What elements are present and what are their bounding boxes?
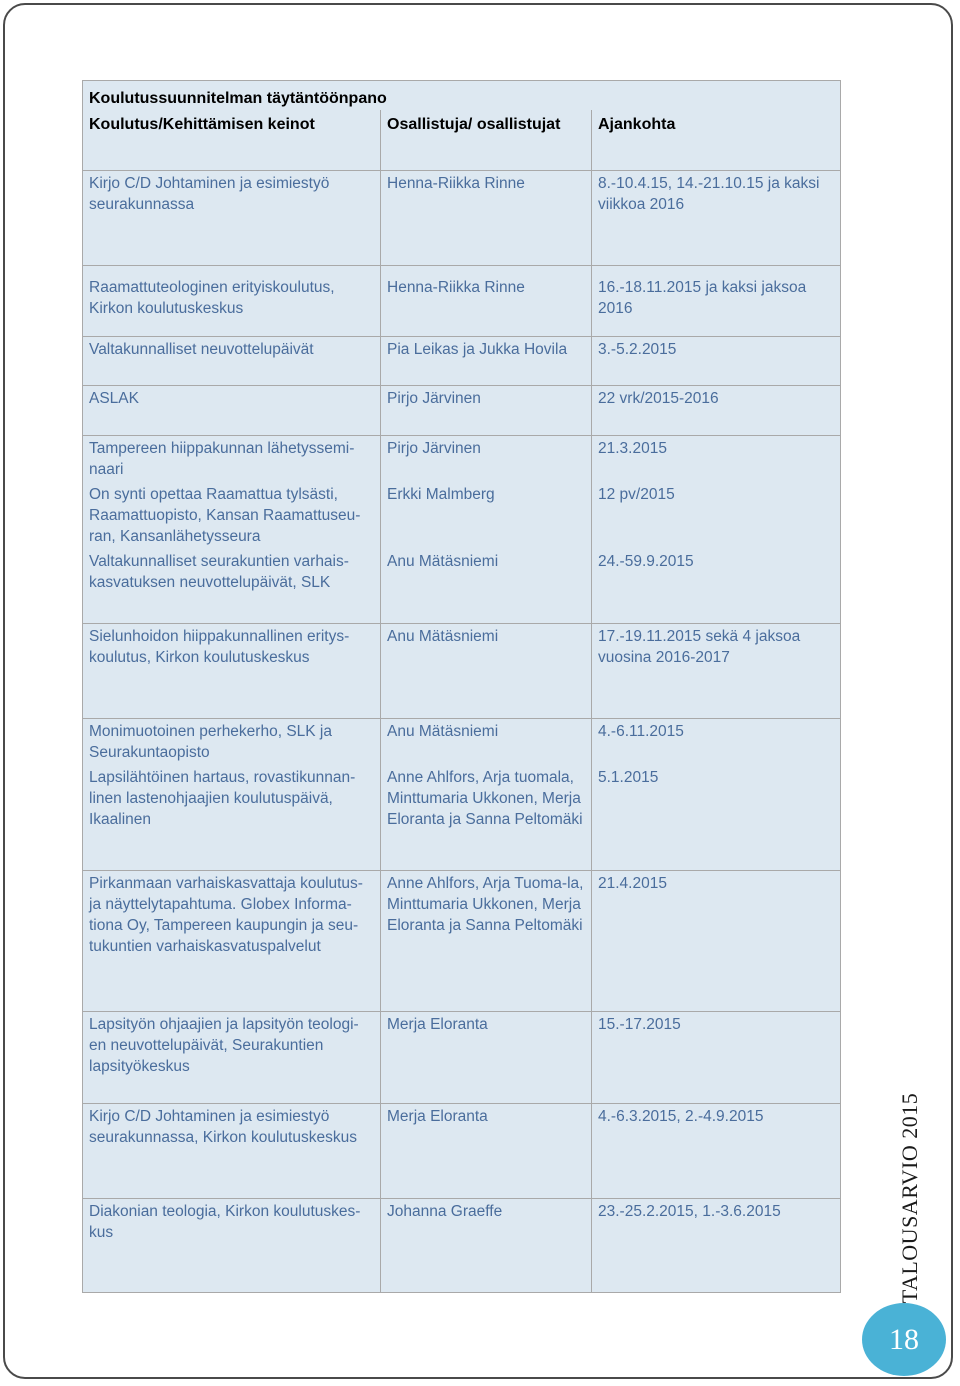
date-cell bbox=[592, 871, 841, 1012]
entry-course: Kirjo C/D Johtaminen ja esimiestyö seurakunnassa, Kirkon koulutuskeskus bbox=[89, 1108, 357, 1146]
participants-cell bbox=[381, 1199, 592, 1293]
entry-course: Valtakunnalliset neuvottelupäivät bbox=[89, 341, 314, 358]
entry-course: Lapsilähtöinen hartaus, rovastikunnan-linen lastenohjaajien koulutuspäivä, Ikaalinen bbox=[89, 769, 356, 828]
table-row bbox=[83, 436, 841, 624]
entry-date: 21.4.2015 bbox=[598, 875, 667, 892]
entry-participants: Johanna Graeffe bbox=[387, 1203, 503, 1220]
training-plan-table bbox=[82, 80, 841, 1293]
entry-course: On synti opettaa Raamattua tylsästi, Raamattuopisto, Kansan Raamattuseu-ran, Kansanlähetysseura bbox=[89, 486, 361, 545]
entry-course: Raamattuteologinen erityiskoulutus, Kirkon koulutuskeskus bbox=[89, 279, 335, 317]
course-cell bbox=[83, 1012, 381, 1104]
table-row bbox=[83, 624, 841, 719]
training-plan-table-wrapper bbox=[82, 80, 840, 1293]
date-cell bbox=[592, 624, 841, 719]
entry-course: Kirjo C/D Johtaminen ja esimiestyö seurakunnassa bbox=[89, 175, 330, 213]
side-label bbox=[890, 1092, 930, 1303]
date-cell bbox=[592, 436, 841, 624]
table-row bbox=[83, 1104, 841, 1199]
entry-participants: Pia Leikas ja Jukka Hovila bbox=[387, 341, 568, 358]
entry-date: 8.-10.4.15, 14.-21.10.15 ja kaksi viikkoa 2016 bbox=[598, 175, 820, 213]
table-row bbox=[83, 266, 841, 337]
participants-cell bbox=[381, 337, 592, 386]
course-cell bbox=[83, 1104, 381, 1199]
participants-cell bbox=[381, 1104, 592, 1199]
entry-date: 3.-5.2.2015 bbox=[598, 341, 677, 358]
entry-participants: Henna-Riikka Rinne bbox=[387, 175, 525, 192]
date-cell bbox=[592, 1199, 841, 1293]
participants-cell bbox=[381, 436, 592, 624]
entry-course: Monimuotoinen perhekerho, SLK ja Seurakuntaopisto bbox=[89, 723, 332, 761]
entry-date: 5.1.2015 bbox=[598, 769, 659, 786]
course-cell bbox=[83, 337, 381, 386]
column-header-course: Koulutus/Kehittämisen keinot bbox=[83, 110, 381, 171]
entry-course: Tampereen hiippakunnan lähetyssemi-naari bbox=[89, 440, 355, 478]
entry-participants: Merja Eloranta bbox=[387, 1016, 488, 1033]
entry-course: Sielunhoidon hiippakunnallinen eritys-koulutus, Kirkon koulutuskeskus bbox=[89, 628, 350, 666]
participants-cell bbox=[381, 719, 592, 871]
entry-participants: Henna-Riikka Rinne bbox=[387, 279, 525, 296]
course-cell bbox=[83, 1199, 381, 1293]
table-row bbox=[83, 1012, 841, 1104]
course-cell bbox=[83, 719, 381, 871]
entry-participants: Pirjo Järvinen bbox=[387, 390, 481, 407]
entry-participants: Pirjo Järvinen bbox=[387, 440, 481, 457]
entry-course: ASLAK bbox=[89, 390, 139, 407]
column-header-date: Ajankohta bbox=[592, 110, 841, 171]
page-number: 18 bbox=[889, 1322, 919, 1356]
date-cell bbox=[592, 1012, 841, 1104]
participants-cell bbox=[381, 1012, 592, 1104]
entry-participants: Erkki Malmberg bbox=[387, 486, 495, 503]
table-row bbox=[83, 1199, 841, 1293]
entry-participants: Anne Ahlfors, Arja Tuoma-la, Minttumaria Ukkonen, Merja Eloranta ja Sanna Peltomäki bbox=[387, 875, 584, 934]
date-cell bbox=[592, 719, 841, 871]
course-cell bbox=[83, 386, 381, 436]
entry-course: Valtakunnalliset seurakuntien varhais-kasvatuksen neuvottelupäivät, SLK bbox=[89, 553, 349, 591]
entry-participants: Anu Mätäsniemi bbox=[387, 628, 499, 645]
course-cell bbox=[83, 871, 381, 1012]
entry-date: 15.-17.2015 bbox=[598, 1016, 681, 1033]
entry-course: Pirkanmaan varhaiskasvattaja koulutus-ja näyttelytapahtuma. Globex Informa-tiona Oy, Tampereen kaupungin ja seu-tukuntien varhaiskasvatuspalvelut bbox=[89, 875, 363, 955]
table-row bbox=[83, 337, 841, 386]
table-row bbox=[83, 171, 841, 266]
entry-participants: Merja Eloranta bbox=[387, 1108, 488, 1125]
date-cell bbox=[592, 386, 841, 436]
side-label-text: TALOUSARVIO 2015 bbox=[897, 1092, 922, 1303]
date-cell bbox=[592, 171, 841, 266]
entry-course: Diakonian teologia, Kirkon koulutuskes-kus bbox=[89, 1203, 361, 1241]
entry-date: 21.3.2015 bbox=[598, 440, 667, 457]
entry-participants: Anne Ahlfors, Arja tuomala, Minttumaria Ukkonen, Merja Eloranta ja Sanna Peltomäki bbox=[387, 769, 583, 828]
entry-date: 12 pv/2015 bbox=[598, 486, 675, 503]
table-title: Koulutussuunnitelman täytäntöönpano bbox=[83, 81, 841, 111]
column-header-participants: Osallistuja/ osallistujat bbox=[381, 110, 592, 171]
entry-date: 4.-6.11.2015 bbox=[598, 723, 684, 740]
table-row bbox=[83, 871, 841, 1012]
entry-course: Lapsityön ohjaajien ja lapsityön teologi-en neuvottelupäivät, Seurakuntien lapsityökeskus bbox=[89, 1016, 359, 1075]
entry-date: 22 vrk/2015-2016 bbox=[598, 390, 719, 407]
date-cell bbox=[592, 266, 841, 337]
entry-participants: Anu Mätäsniemi bbox=[387, 723, 499, 740]
participants-cell bbox=[381, 871, 592, 1012]
course-cell bbox=[83, 266, 381, 337]
participants-cell bbox=[381, 171, 592, 266]
date-cell bbox=[592, 337, 841, 386]
participants-cell bbox=[381, 624, 592, 719]
participants-cell bbox=[381, 266, 592, 337]
table-row bbox=[83, 719, 841, 871]
entry-date: 16.-18.11.2015 ja kaksi jaksoa 2016 bbox=[598, 279, 807, 317]
course-cell bbox=[83, 624, 381, 719]
entry-participants: Anu Mätäsniemi bbox=[387, 553, 499, 570]
course-cell bbox=[83, 436, 381, 624]
course-cell bbox=[83, 171, 381, 266]
entry-date: 4.-6.3.2015, 2.-4.9.2015 bbox=[598, 1108, 764, 1125]
table-row bbox=[83, 386, 841, 436]
participants-cell bbox=[381, 386, 592, 436]
entry-date: 24.-59.9.2015 bbox=[598, 553, 694, 570]
entry-date: 17.-19.11.2015 sekä 4 jaksoa vuosina 2016-2017 bbox=[598, 628, 801, 666]
page-number-badge bbox=[862, 1303, 946, 1376]
date-cell bbox=[592, 1104, 841, 1199]
entry-date: 23.-25.2.2015, 1.-3.6.2015 bbox=[598, 1203, 781, 1220]
